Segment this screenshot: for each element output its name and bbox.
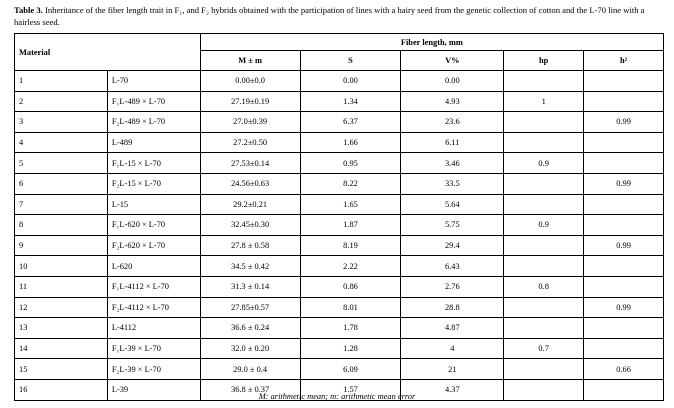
row-number: 12 [15,297,108,318]
h2-value: 0.99 [584,235,664,256]
h2-value [584,91,664,112]
table-caption-label: Table 3. [14,5,43,15]
h2-value: 0.99 [584,173,664,194]
v-value: 5.75 [401,215,504,236]
material-name: F₂L-15 × L-70 [107,173,200,194]
h2-value: 0.99 [584,112,664,133]
h2-value [584,132,664,153]
table-body [15,71,664,401]
mean-value: 32.0 ± 0.20 [200,338,300,359]
row-number: 13 [15,318,108,339]
mean-value: 27.8 ± 0.58 [200,235,300,256]
hp-value: 0.9 [504,153,584,174]
material-name: F₁L-15 × L-70 [107,153,200,174]
table-row [15,235,664,256]
material-name: F₁L-39 × L-70 [107,338,200,359]
row-number: 8 [15,215,108,236]
column-header-v: V% [401,51,504,71]
column-header-h2: h² [584,51,664,71]
mean-value: 0.00±0.0 [200,71,300,92]
hp-value: 0.7 [504,338,584,359]
hp-value [504,112,584,133]
table-row [15,194,664,215]
table-row [15,91,664,112]
fiber-length-table [14,33,664,401]
v-value: 2.76 [401,276,504,297]
row-number: 4 [15,132,108,153]
table-row [15,153,664,174]
row-number: 10 [15,256,108,277]
table-row [15,71,664,92]
h2-value [584,338,664,359]
h2-value [584,153,664,174]
table-caption-text: Inheritance of the fiber length trait in F₁, and F₂ hybrids obtained with the participation of lines with a hairy seed from the genetic collection of cotton and the L-70 line with a hairless seed. [14,5,645,27]
material-name: F₂L-489 × L-70 [107,112,200,133]
v-value: 5.64 [401,194,504,215]
table-row [15,173,664,194]
s-value: 1.34 [300,91,401,112]
row-number: 16 [15,379,108,400]
h2-value [584,256,664,277]
s-value: 8.19 [300,235,401,256]
s-value: 1.78 [300,318,401,339]
mean-value: 32.45±0.30 [200,215,300,236]
row-number: 14 [15,338,108,359]
h2-value [584,318,664,339]
row-number: 1 [15,71,108,92]
hp-value [504,194,584,215]
mean-value: 27.0±0.39 [200,112,300,133]
column-header-s: S [300,51,401,71]
hp-value [504,235,584,256]
table-row [15,338,664,359]
s-value: 1.57 [300,379,401,400]
s-value: 8.01 [300,297,401,318]
mean-value: 34.5 ± 0.42 [200,256,300,277]
s-value: 1.65 [300,194,401,215]
table-row [15,276,664,297]
row-number: 9 [15,235,108,256]
row-number: 2 [15,91,108,112]
v-value: 3.46 [401,153,504,174]
column-header-mean: M ± m [200,51,300,71]
v-value: 4.37 [401,379,504,400]
s-value: 6.09 [300,359,401,380]
table-caption [14,4,664,28]
mean-value: 36.8 ± 0.37 [200,379,300,400]
s-value: 1.66 [300,132,401,153]
hp-value: 0.9 [504,215,584,236]
hp-value [504,297,584,318]
hp-value: 1 [504,91,584,112]
v-value: 4 [401,338,504,359]
v-value: 6.43 [401,256,504,277]
table-footnote: M: arithmetic mean; m: arithmetic mean error [258,392,416,401]
row-number: 5 [15,153,108,174]
mean-value: 27.2±0.50 [200,132,300,153]
mean-value: 31.3 ± 0.14 [200,276,300,297]
row-number: 7 [15,194,108,215]
v-value: 29.4 [401,235,504,256]
v-value: 23.6 [401,112,504,133]
s-value: 0.00 [300,71,401,92]
hp-value [504,318,584,339]
material-name: L-15 [107,194,200,215]
v-value: 33.5 [401,173,504,194]
material-name: F₁L-620 × L-70 [107,215,200,236]
mean-value: 24.56±0.63 [200,173,300,194]
row-number: 15 [15,359,108,380]
material-name: F₂L-39 × L-70 [107,359,200,380]
s-value: 0.95 [300,153,401,174]
table-row [15,132,664,153]
h2-value [584,71,664,92]
v-value: 0.00 [401,71,504,92]
s-value: 6.37 [300,112,401,133]
fiber-length-header: Fiber length, mm [200,34,663,51]
h2-value: 0.99 [584,297,664,318]
s-value: 1.87 [300,215,401,236]
table-row [15,318,664,339]
mean-value: 27.19±0.19 [200,91,300,112]
h2-value [584,194,664,215]
table-row [15,256,664,277]
hp-value [504,173,584,194]
mean-value: 29.2±0.21 [200,194,300,215]
s-value: 8.22 [300,173,401,194]
row-number: 11 [15,276,108,297]
material-name: F₁L-489 × L-70 [107,91,200,112]
table-row [15,359,664,380]
row-number: 3 [15,112,108,133]
hp-value [504,71,584,92]
s-value: 0.86 [300,276,401,297]
h2-value [584,215,664,236]
hp-value [504,132,584,153]
table-row [15,297,664,318]
table-header-group-row [15,34,664,51]
h2-value: 0.66 [584,359,664,380]
v-value: 28.8 [401,297,504,318]
s-value: 2.22 [300,256,401,277]
material-name: L-39 [107,379,200,400]
v-value: 4.93 [401,91,504,112]
mean-value: 27.53±0.14 [200,153,300,174]
table-row [15,112,664,133]
mean-value: 29.0 ± 0.4 [200,359,300,380]
mean-value: 36.6 ± 0.24 [200,318,300,339]
table-row [15,215,664,236]
material-name: L-620 [107,256,200,277]
mean-value: 27.85±0.57 [200,297,300,318]
material-header: Material [15,34,201,71]
v-value: 4.87 [401,318,504,339]
material-name: L-489 [107,132,200,153]
s-value: 1.28 [300,338,401,359]
hp-value [504,359,584,380]
material-name: L-4112 [107,318,200,339]
hp-value [504,256,584,277]
material-name: F₂L-620 × L-70 [107,235,200,256]
material-name: F₁L-4112 × L-70 [107,276,200,297]
column-header-hp: hp [504,51,584,71]
material-name: F₂L-4112 × L-70 [107,297,200,318]
v-value: 6.11 [401,132,504,153]
material-name: L-70 [107,71,200,92]
row-number: 6 [15,173,108,194]
hp-value: 0.8 [504,276,584,297]
v-value: 21 [401,359,504,380]
h2-value [584,276,664,297]
